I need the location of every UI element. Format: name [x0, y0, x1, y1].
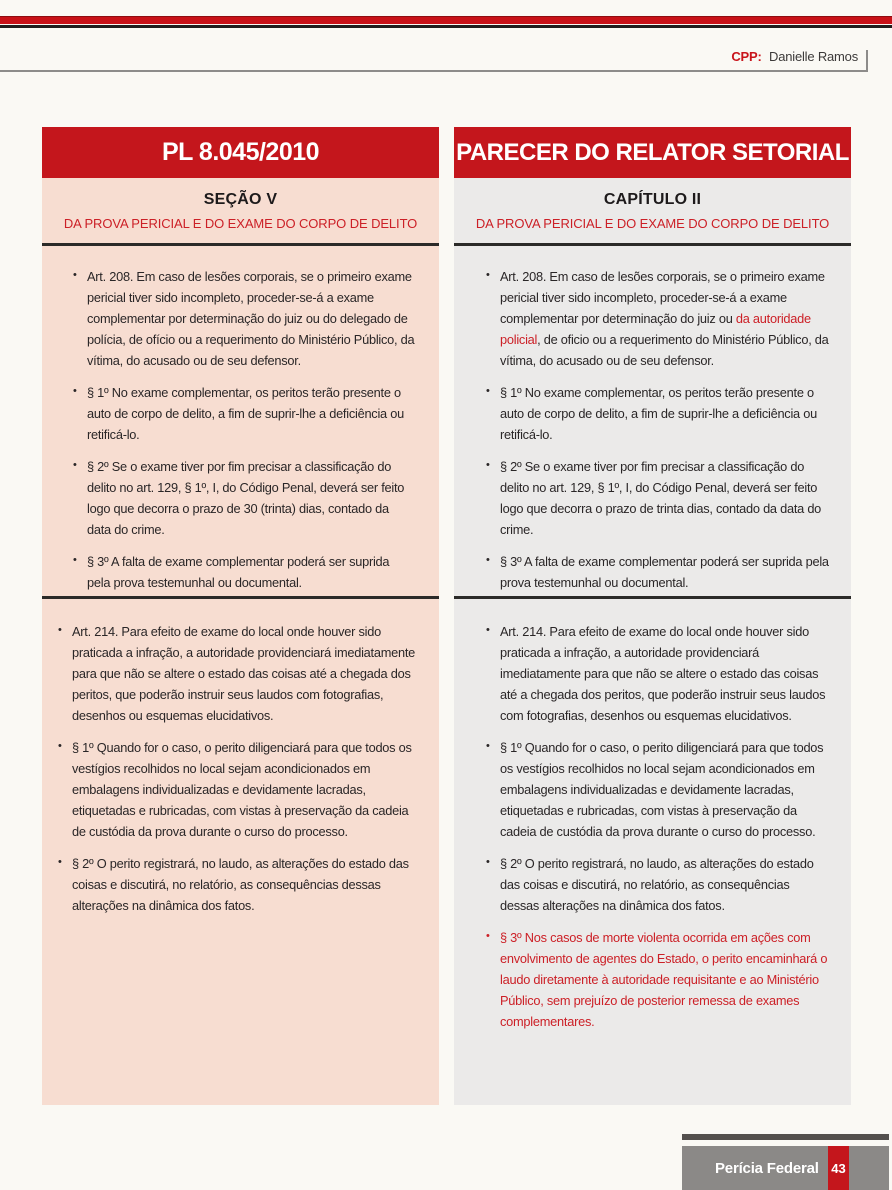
right-block-art-208 [454, 246, 851, 599]
item-text-before: Art. 208. Em caso de lesões corporais, se o primeiro exame pericial tiver sido incompleto, proceder-se-á a exame complementar por determinação do juiz ou [500, 269, 825, 326]
left-section-heading: SEÇÃO V [203, 191, 278, 208]
left-column-title [42, 127, 439, 178]
left-block-art-214 [42, 599, 439, 1099]
list-item: • § 1º No exame complementar, os peritos terão presente o auto de corpo de delito, a fim de suprir-lhe a deficiência ou retificá-lo. [500, 382, 829, 445]
column-parecer-relator [454, 127, 851, 1105]
list-item-new-paragraph: • § 3º Nos casos de morte violenta ocorrida em ações com envolvimento de agentes do Estado, o perito encaminhará o laudo diretamente à autoridade requisitante e ao Ministério Público, sem prejuízo de posterior remessa de exames complementares. [500, 927, 829, 1032]
left-section-subheading: DA PROVA PERICIAL E DO EXAME DO CORPO DE DELITO [63, 216, 418, 231]
left-block1-list [87, 266, 415, 593]
left-block-art-208 [42, 246, 439, 599]
list-item: • § 2º Se o exame tiver por fim precisar a classificação do delito no art. 129, § 1º, I, do Código Penal, deverá ser feito logo que decorra o prazo de trinta dias, contado da data do crime. [500, 456, 829, 540]
list-item: • § 3º A falta de exame complementar poderá ser suprida pela prova testemunhal ou documental. [500, 551, 829, 593]
left-column-title-text: PL 8.045/2010 [161, 138, 320, 166]
top-red-bar [0, 16, 892, 24]
left-column-subtitle [42, 178, 439, 246]
right-block1-list [500, 266, 829, 593]
header-rule [0, 70, 868, 72]
item-text-after: , de oficio ou a requerimento do Ministério Público, da vítima, do acusado ou de seu defensor. [500, 332, 829, 368]
right-column-title-text: PARECER DO RELATOR SETORIAL [456, 138, 849, 166]
top-black-bar [0, 25, 892, 28]
page-number-badge: 43 [828, 1146, 849, 1190]
list-item: • § 1º Quando for o caso, o perito diligenciará para que todos os vestígios recolhidos no local sejam acondicionados em embalagens individualizadas e devidamente lacradas, etiquetadas e rubricadas, com vistas à preservação da cadeia de custódia da prova durante o curso do processo. [72, 737, 423, 842]
list-item [500, 266, 829, 371]
running-header-section-label: CPP: [731, 49, 762, 64]
left-block2-list [72, 621, 423, 916]
footer-brand: Perícia Federal [715, 1159, 819, 1177]
running-header-author: Danielle Ramos [769, 49, 858, 64]
footer-top-strip [682, 1134, 889, 1140]
right-column-subtitle [454, 178, 851, 246]
header-rule-tick [866, 50, 868, 72]
list-item: • § 3º A falta de exame complementar poderá ser suprida pela prova testemunhal ou documental. [87, 551, 415, 593]
list-item: • § 2º Se o exame tiver por fim precisar a classificação do delito no art. 129, § 1º, I, do Código Penal, deverá ser feito logo que decorra o prazo de 30 (trinta) dias, contado da data do crime. [87, 456, 415, 540]
right-block2-list [500, 621, 829, 1032]
list-item: • Art. 208. Em caso de lesões corporais, se o primeiro exame pericial tiver sido incompleto, proceder-se-á a exame complementar por determinação do juiz ou do delegado de polícia, de ofício ou a requerimento do Ministério Público, da vítima, do acusado ou de seu defensor. [87, 266, 415, 371]
list-item: • § 1º Quando for o caso, o perito diligenciará para que todos os vestígios recolhidos no local sejam acondicionados em embalagens individualizadas e devidamente lacradas, etiquetadas e rubricadas, com vistas à preservação da cadeia de custódia da prova durante o curso do processo. [500, 737, 829, 842]
right-section-heading: CAPÍTULO II [603, 191, 702, 208]
list-item: • Art. 214. Para efeito de exame do local onde houver sido praticada a infração, a autoridade providenciará imediatamente para que não se altere o estado das coisas até a chegada dos peritos, que poderão instruir seus laudos com fotografias, desenhos ou esquemas elucidativos. [500, 621, 829, 726]
right-column-title [454, 127, 851, 178]
list-item: • § 2º O perito registrará, no laudo, as alterações do estado das coisas e discutirá, no relatório, as consequências dessas alterações na dinâmica dos fatos. [72, 853, 423, 916]
footer-bar [682, 1146, 889, 1190]
item-text-highlight: da autoridade policial [500, 311, 811, 347]
running-header [731, 49, 858, 64]
right-block-art-214 [454, 599, 851, 1099]
column-pl-8045 [42, 127, 439, 1105]
right-section-subheading: DA PROVA PERICIAL E DO EXAME DO CORPO DE DELITO [475, 216, 830, 231]
list-item: • § 1º No exame complementar, os peritos terão presente o auto de corpo de delito, a fim de suprir-lhe a deficiência ou retificá-lo. [87, 382, 415, 445]
list-item: • § 2º O perito registrará, no laudo, as alterações do estado das coisas e discutirá, no relatório, as consequências dessas alterações na dinâmica dos fatos. [500, 853, 829, 916]
list-item: • Art. 214. Para efeito de exame do local onde houver sido praticada a infração, a autoridade providenciará imediatamente para que não se altere o estado das coisas até a chegada dos peritos, que poderão instruir seus laudos com fotografias, desenhos ou esquemas elucidativos. [72, 621, 423, 726]
